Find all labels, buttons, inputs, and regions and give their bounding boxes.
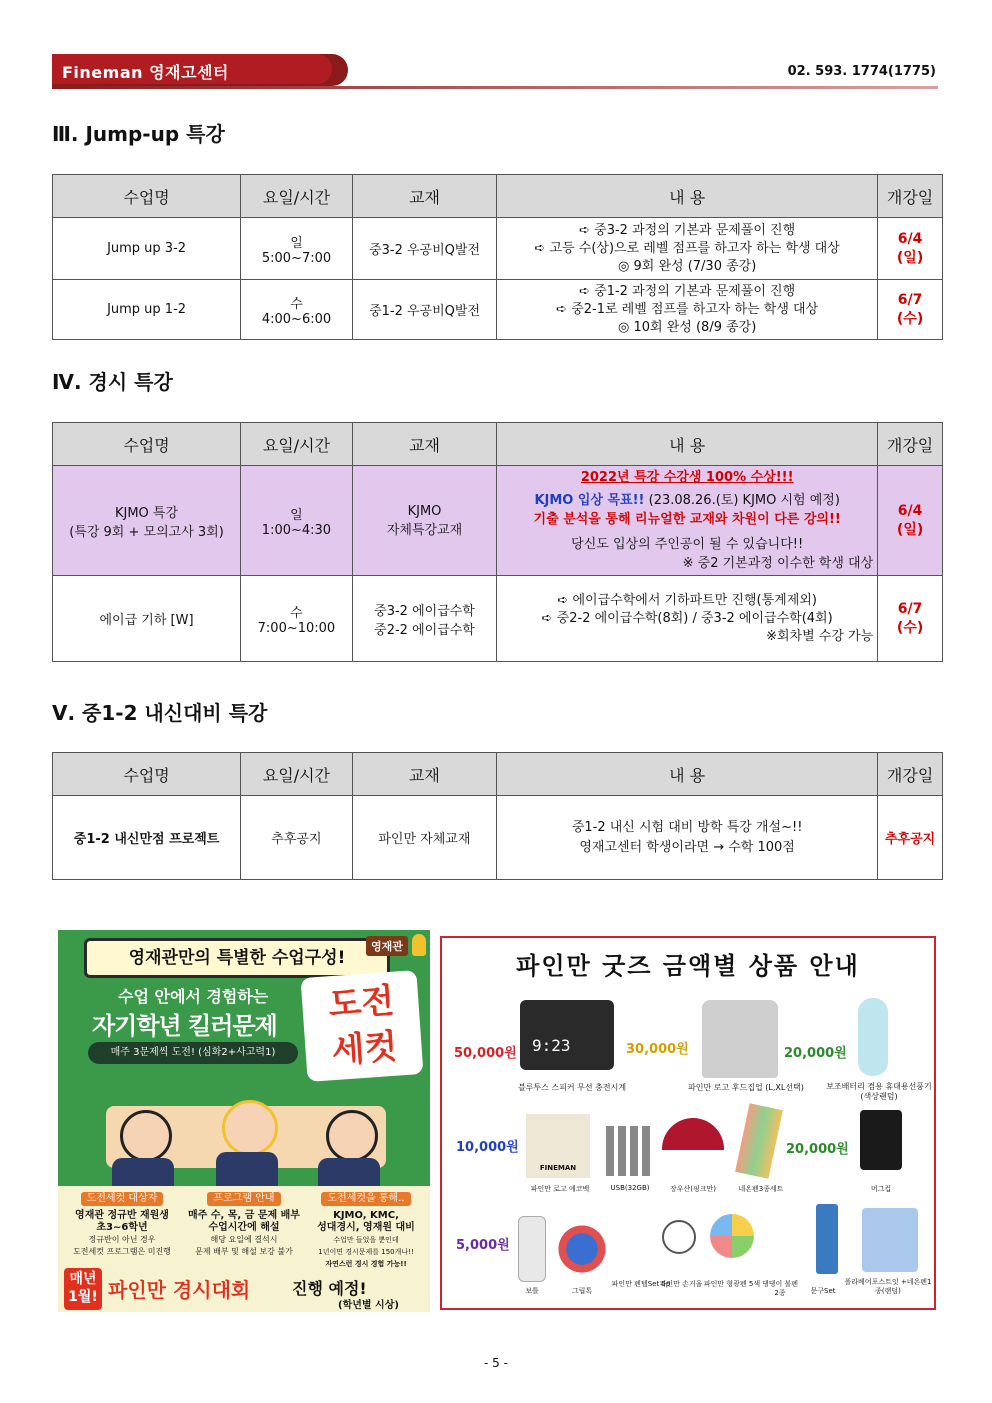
item-label: 문구Set bbox=[810, 1287, 836, 1295]
mug-image bbox=[860, 1110, 902, 1170]
ad-line2: 자기학년 킬러문제 bbox=[92, 1012, 277, 1040]
contest-table bbox=[52, 422, 943, 662]
start-day: (수) bbox=[896, 310, 924, 327]
content-note: ※ 중2 기본과정 이수한 학생 대상 bbox=[682, 556, 874, 571]
item-label: 장우산(핑크만) bbox=[669, 1185, 717, 1193]
section-title-jumpup: Ⅲ. Jump-up 특강 bbox=[52, 122, 225, 146]
header-title: Fineman 영재고센터 bbox=[62, 63, 229, 82]
table-row bbox=[53, 576, 943, 662]
panel-text: KJMO, KMC, bbox=[333, 1210, 399, 1221]
panel-head: 프로그램 안내 bbox=[207, 1192, 280, 1206]
start-day: (일) bbox=[896, 249, 924, 266]
clock-display: 9:23 bbox=[532, 1036, 571, 1055]
item-label: 파인만 로고 후드집업 (L,XL선택) bbox=[688, 1083, 804, 1092]
class-name bbox=[53, 466, 241, 576]
day: 일 bbox=[290, 507, 303, 523]
class-name: Jump up 3-2 bbox=[53, 218, 241, 280]
day: 일 bbox=[290, 235, 303, 251]
panel-text: 매주 수, 목, 금 문제 배부 bbox=[188, 1210, 300, 1221]
day: 수 bbox=[290, 605, 303, 621]
highlighter-image bbox=[710, 1214, 754, 1258]
price-label: 10,000원 bbox=[456, 1140, 519, 1155]
col-content: 내 용 bbox=[497, 423, 878, 466]
table-row bbox=[53, 796, 943, 880]
book-line: 중2-2 에이급수학 bbox=[374, 622, 475, 638]
col-name: 수업명 bbox=[53, 175, 241, 218]
content-line: ◎ 10회 완성 (8/9 종강) bbox=[501, 319, 873, 337]
table-row bbox=[53, 218, 943, 280]
book-line: 중3-2 에이급수학 bbox=[374, 603, 475, 619]
start-day: (수) bbox=[896, 619, 924, 636]
midterm-table bbox=[52, 752, 943, 880]
start-date: 6/7 bbox=[897, 291, 923, 308]
panel-text: 1년이면 경시문제를 150개나!! bbox=[318, 1248, 414, 1256]
col-book: 교재 bbox=[352, 175, 496, 218]
item-label: 머그컵 bbox=[870, 1185, 892, 1193]
price-label: 20,000원 bbox=[784, 1046, 847, 1061]
col-name: 수업명 bbox=[53, 753, 241, 796]
time: 1:00~4:30 bbox=[261, 522, 332, 538]
ad-bottom-sub: (학년별 시상) bbox=[338, 1300, 399, 1311]
book-line: 자체특강교재 bbox=[386, 522, 463, 538]
info-panel-target bbox=[62, 1192, 182, 1258]
griptok-image bbox=[554, 1222, 610, 1276]
item-label: 그립톡 bbox=[571, 1287, 593, 1295]
character-face-icon bbox=[326, 1110, 378, 1162]
content-line: ➪ 고등 수(상)으로 레벨 점프를 하고자 하는 학생 대상 bbox=[501, 240, 873, 258]
start-day: (일) bbox=[896, 521, 924, 538]
badge-line: 매년 bbox=[69, 1271, 97, 1287]
umbrella-image bbox=[662, 1118, 724, 1150]
ad-tag: 영재관 bbox=[366, 936, 408, 956]
class-start bbox=[878, 218, 943, 280]
class-content bbox=[497, 280, 878, 340]
col-time: 요일/시간 bbox=[241, 175, 353, 218]
panel-text: 성대경시, 영재원 대비 bbox=[317, 1222, 415, 1233]
section-title-midterm: Ⅴ. 중1-2 내신대비 특강 bbox=[52, 701, 268, 725]
class-name: 에이급 기하 [W] bbox=[53, 576, 241, 662]
page-number: - 5 - bbox=[484, 1356, 508, 1370]
ad-line3: 매주 3문제씩 도전! (심화2+사고력1) bbox=[88, 1042, 298, 1064]
page-header bbox=[52, 54, 938, 90]
panel-head: 도전세컷 대상자 bbox=[81, 1192, 164, 1206]
panel-text: 수업시간에 해설 bbox=[208, 1222, 280, 1233]
exam-text: (23.08.26.(토) KJMO 시험 예정) bbox=[644, 493, 840, 508]
goal-text: KJMO 입상 목표!! bbox=[534, 493, 645, 508]
postit-image bbox=[862, 1208, 918, 1272]
item-label: 댕댕이 볼펜 2종 bbox=[761, 1280, 799, 1297]
class-time bbox=[241, 576, 353, 662]
table-header-row bbox=[53, 753, 943, 796]
time: 5:00~7:00 bbox=[261, 250, 332, 266]
speaker-clock-image bbox=[520, 1000, 614, 1070]
bottle-image bbox=[518, 1216, 546, 1282]
content-line: ➪ 중2-2 에이급수학(8회) / 중3-2 에이급수학(4회) bbox=[501, 610, 873, 628]
content-line: 기출 분석을 통해 리뉴얼한 교재와 차원이 다른 강의!! bbox=[533, 512, 841, 527]
class-name: Jump up 1-2 bbox=[53, 280, 241, 340]
jumpup-table bbox=[52, 174, 943, 340]
day: 수 bbox=[290, 296, 303, 312]
ad-bottom-note: 진행 예정! bbox=[292, 1279, 367, 1298]
section-title-contest: Ⅳ. 경시 특강 bbox=[52, 370, 173, 394]
content-line: ➪ 중3-2 과정의 기본과 문제풀이 진행 bbox=[501, 222, 873, 240]
challenge-ad bbox=[58, 930, 430, 1312]
highlight-line: 2022년 특강 수강생 100% 수상!!! bbox=[580, 470, 794, 485]
col-content: 내 용 bbox=[497, 175, 878, 218]
content-line: ◎ 9회 완성 (7/30 종강) bbox=[501, 258, 873, 276]
class-start bbox=[878, 466, 943, 576]
class-book bbox=[352, 576, 496, 662]
pens-image bbox=[735, 1103, 783, 1179]
character-body bbox=[112, 1158, 174, 1188]
content-line: 당신도 입상의 주인공이 될 수 있습니다!! bbox=[571, 537, 804, 552]
header-rule bbox=[52, 86, 938, 89]
col-time: 요일/시간 bbox=[241, 423, 353, 466]
class-time bbox=[241, 466, 353, 576]
ad-line1: 수업 안에서 경험하는 bbox=[118, 987, 269, 1006]
class-start bbox=[878, 576, 943, 662]
start-date: 6/4 bbox=[897, 230, 923, 247]
stationery-image bbox=[816, 1204, 838, 1274]
name-line: KJMO 특강 bbox=[114, 505, 179, 521]
price-label: 20,000원 bbox=[786, 1142, 849, 1157]
ecobag-logo: FINEMAN bbox=[539, 1164, 577, 1172]
class-start: 추후공지 bbox=[878, 796, 943, 880]
content-line: ➪ 중2-1로 레벨 점프를 하고자 하는 학생 대상 bbox=[501, 301, 873, 319]
panel-text: 도전세컷 프로그램은 미진행 bbox=[73, 1247, 171, 1256]
name-line: (특강 9회 + 모의고사 3회) bbox=[69, 524, 224, 540]
panel-head: 도전세컷을 통해.. bbox=[321, 1192, 410, 1206]
class-book bbox=[352, 466, 496, 576]
col-content: 내 용 bbox=[497, 753, 878, 796]
class-time bbox=[241, 218, 353, 280]
panel-text: 문제 배부 및 해설 보강 불가 bbox=[195, 1247, 293, 1256]
ad-bottom-badge bbox=[64, 1268, 102, 1310]
character-body bbox=[216, 1152, 278, 1188]
goods-ad bbox=[440, 936, 936, 1310]
col-name: 수업명 bbox=[53, 423, 241, 466]
character-face-icon bbox=[222, 1100, 278, 1156]
panel-text: 수업만 들었을 뿐인데 bbox=[333, 1236, 399, 1244]
ad-banner: 영재관만의 특별한 수업구성! bbox=[84, 938, 390, 978]
usb-image bbox=[606, 1126, 654, 1176]
fan-image bbox=[858, 998, 888, 1076]
ad-big-title: 도전 세컷 bbox=[327, 980, 399, 1072]
item-label: 파인만 형광펜 5색 bbox=[703, 1280, 761, 1288]
character-face-icon bbox=[120, 1110, 172, 1162]
col-start: 개강일 bbox=[878, 423, 943, 466]
table-header-row bbox=[53, 423, 943, 466]
col-book: 교재 bbox=[352, 753, 496, 796]
badge-line: 1월! bbox=[68, 1289, 98, 1305]
item-label: 폴라베어포스트잇 +네온펜1종(랜덤) bbox=[844, 1278, 932, 1295]
start-date: 6/4 bbox=[897, 502, 923, 519]
time: 4:00~6:00 bbox=[261, 311, 332, 327]
class-content bbox=[497, 466, 878, 576]
item-label: 보조배터리 겸용 휴대용선풍기 (색상랜덤) bbox=[826, 1082, 932, 1101]
class-content bbox=[497, 576, 878, 662]
class-content bbox=[497, 218, 878, 280]
class-time bbox=[241, 280, 353, 340]
panel-text: 해당 요일에 결석시 bbox=[210, 1235, 278, 1244]
item-label: 네온펜3종세트 bbox=[738, 1185, 784, 1193]
content-line: ➪ 에이급수학에서 기하파트만 진행(통계제외) bbox=[501, 592, 873, 610]
item-label: USB(32GB) bbox=[610, 1184, 650, 1192]
item-label: 파인만 손거울 bbox=[659, 1280, 703, 1288]
content-line: ➪ 중1-2 과정의 기본과 문제풀이 진행 bbox=[501, 283, 873, 301]
panel-text: 자연스런 경시 경험 가능!! bbox=[325, 1260, 407, 1268]
item-label: 파인만 펜텔Set 5p bbox=[611, 1280, 671, 1288]
header-phone: 02. 593. 1774(1775) bbox=[787, 64, 936, 79]
col-book: 교재 bbox=[352, 423, 496, 466]
info-panel-program bbox=[184, 1192, 304, 1258]
bell-icon bbox=[412, 934, 426, 956]
col-time: 요일/시간 bbox=[241, 753, 353, 796]
ad-bottom-title: 파인만 경시대회 bbox=[108, 1278, 251, 1302]
item-label: 보틀 bbox=[525, 1287, 539, 1295]
class-book: 중1-2 우공비Q발전 bbox=[352, 280, 496, 340]
panel-text: 정규반이 아닌 경우 bbox=[88, 1235, 156, 1244]
content-line: 영재고센터 학생이라면 → 수학 100점 bbox=[579, 839, 795, 855]
item-label: 파인만 로고 에코백 bbox=[530, 1185, 590, 1193]
panel-text: 영재관 정규반 재원생 bbox=[75, 1210, 169, 1221]
info-panel-benefit bbox=[306, 1192, 426, 1270]
price-label: 30,000원 bbox=[626, 1042, 689, 1057]
item-label: 블루투스 스피커 무선 충전시계 bbox=[517, 1083, 627, 1092]
class-content bbox=[497, 796, 878, 880]
class-book: 파인만 자체교재 bbox=[352, 796, 496, 880]
character-body bbox=[318, 1158, 380, 1188]
price-label: 5,000원 bbox=[456, 1238, 510, 1253]
mirror-image bbox=[662, 1220, 696, 1254]
time: 7:00~10:00 bbox=[257, 620, 336, 636]
table-header-row bbox=[53, 175, 943, 218]
start-date: 6/7 bbox=[897, 600, 923, 617]
class-start bbox=[878, 280, 943, 340]
hoodie-image bbox=[702, 1000, 778, 1078]
content-note: ※회차별 수강 가능 bbox=[766, 628, 874, 644]
col-start: 개강일 bbox=[878, 175, 943, 218]
col-start: 개강일 bbox=[878, 753, 943, 796]
class-time: 추후공지 bbox=[241, 796, 353, 880]
class-name: 중1-2 내신만점 프로젝트 bbox=[53, 796, 241, 880]
table-row bbox=[53, 466, 943, 576]
class-book: 중3-2 우공비Q발전 bbox=[352, 218, 496, 280]
content-line bbox=[501, 491, 873, 510]
goods-title: 파인만 굿즈 금액별 상품 안내 bbox=[516, 952, 860, 980]
table-row bbox=[53, 280, 943, 340]
price-label: 50,000원 bbox=[454, 1046, 517, 1061]
panel-text: 초3~6학년 bbox=[96, 1222, 148, 1233]
book-line: KJMO bbox=[407, 503, 442, 519]
content-line: 중1-2 내신 시험 대비 방학 특강 개설~!! bbox=[571, 819, 803, 835]
